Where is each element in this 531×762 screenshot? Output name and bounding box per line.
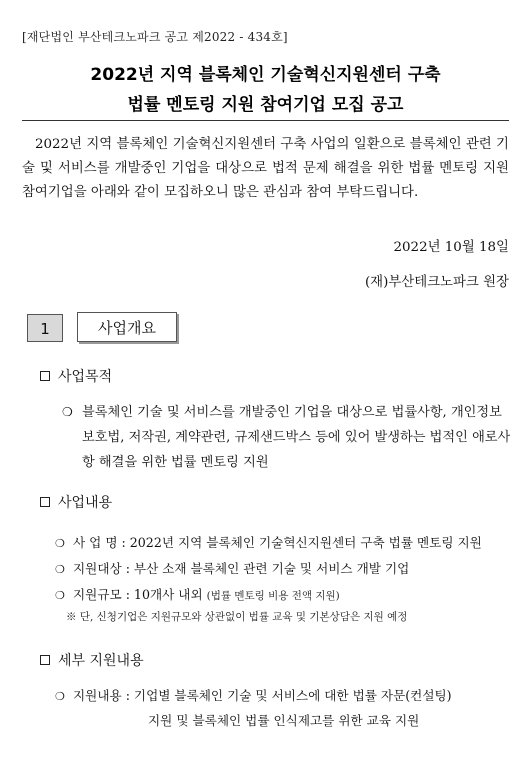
checkbox-icon (40, 655, 50, 665)
section-number-badge: 1 (27, 314, 63, 342)
circle-bullet-icon: ❍ (55, 690, 65, 703)
item-value: : 2022년 지역 블록체인 기술혁신지원센터 구축 법률 멘토링 지원 (121, 535, 482, 550)
circle-bullet-icon: ❍ (55, 563, 65, 576)
detail-heading (40, 650, 144, 670)
circle-bullet-icon: ❍ (55, 589, 65, 602)
item-label: 사 업 명 (73, 535, 118, 550)
page-title-line-2: 법률 멘토링 지원 참여기업 모집 공고 (127, 95, 404, 115)
checkbox-icon (40, 497, 50, 507)
notice-number: [재단법인 부산테크노파크 공고 제2022 - 434호] (22, 30, 288, 44)
purpose-heading-label: 사업목적 (58, 369, 113, 385)
item-value: : 부산 소재 블록체인 관련 기술 및 서비스 개발 기업 (125, 561, 410, 576)
item-extra-note: (법률 멘토링 비용 전액 지원) (206, 590, 340, 602)
title-divider (22, 120, 509, 121)
circle-bullet-icon: ❍ (62, 405, 73, 419)
item-value: : 10개사 내외 (125, 587, 203, 602)
circle-bullet-icon: ❍ (55, 537, 65, 550)
content-heading (40, 492, 112, 512)
content-note: ※ 단, 신청기업은 지원규모와 상관없이 법률 교육 및 기본상담은 지원 예정 (66, 611, 408, 623)
item-label: 지원대상 (73, 561, 122, 576)
detail-line-2: 지원 및 블록체인 법률 인식제고를 위한 교육 지원 (148, 713, 420, 728)
announcement-date: 2022년 10월 18일 (393, 240, 509, 255)
purpose-text: 블록체인 기술 및 서비스를 개발중인 기업을 대상으로 법률사항, 개인정보보호법, 저작권, 계약관련, 규제샌드박스 등에 있어 발생하는 법적인 애로사항 해결을 위한 법률 멘토링 지원 (82, 405, 511, 470)
purpose-bullet (62, 400, 512, 475)
checkbox-icon (40, 371, 50, 381)
item-label: 지원규모 (73, 587, 122, 602)
signer: (재)부산테크노파크 원장 (364, 275, 509, 290)
detail-label: 지원내용 (73, 688, 122, 703)
content-item-target (55, 559, 515, 580)
content-heading-label: 사업내용 (58, 495, 113, 511)
intro-paragraph: 2022년 지역 블록체인 기술혁신지원센터 구축 사업의 일환으로 블록체인 관련 기술 및 서비스를 개발중인 기업을 대상으로 법적 문제 해결을 위한 법률 멘토링 지원 참여기업을 아래와 같이 모집하오니 많은 관심과 참여 부탁드립니다. (22, 137, 509, 200)
detail-item (55, 684, 515, 733)
detail-line-1: : 기업별 블록체인 기술 및 서비스에 대한 법률 자문(컨설팅) (125, 688, 452, 703)
detail-heading-label: 세부 지원내용 (58, 653, 144, 669)
page-title-line-1: 2022년 지역 블록체인 기술혁신지원센터 구축 (90, 65, 441, 85)
section-title: 사업개요 (77, 312, 177, 342)
content-item-project-name (55, 533, 515, 554)
purpose-heading (40, 366, 112, 386)
content-item-scale (55, 585, 515, 606)
